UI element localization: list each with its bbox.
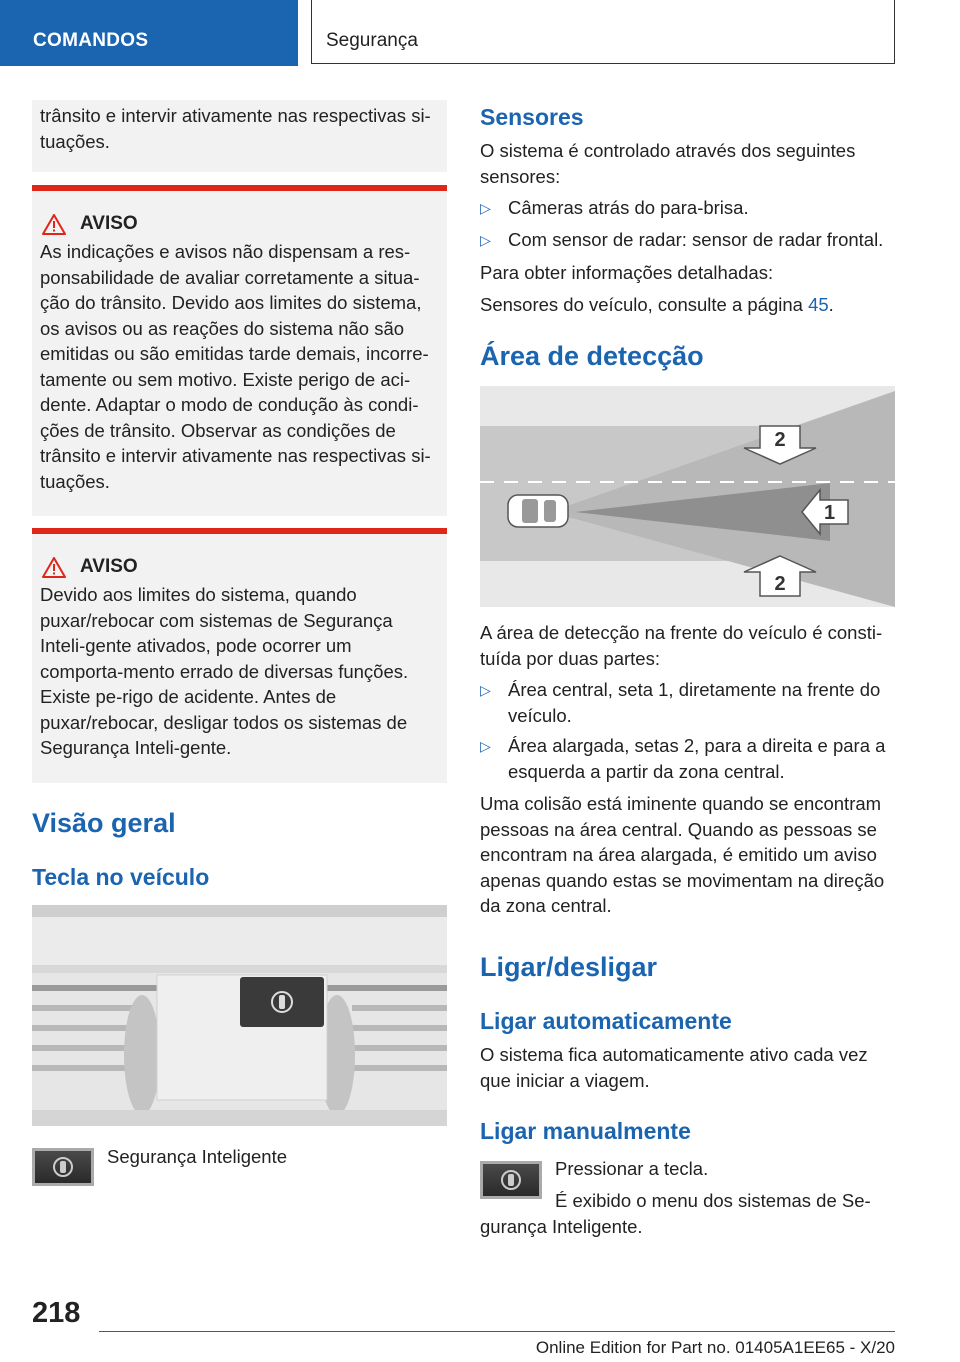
warning-triangle-icon — [42, 214, 66, 235]
section-tab — [0, 0, 298, 66]
warning-triangle-icon — [42, 557, 66, 578]
edition-text: Online Edition for Part no. 01405A1EE65 - X/20 — [535, 1338, 895, 1357]
sensors-intro: O sistema é controlado através dos seguintes sensores: — [480, 140, 856, 187]
list-item: ▷ Área alargada, setas 2, para a direita e para a esquerda a partir da zona central. — [480, 733, 895, 784]
warning-text-2: Devido aos limites do sistema, quando puxar/rebocar com sistemas de Segurança Inteli-gente ativados, pode ocorrer um comporta-mento errado de diversas funções. Existe pe-rigo de acidente. Antes de puxar/rebocar, desligar todos os sistemas de Segurança Inteli-gente. — [40, 584, 409, 758]
triangle-bullet-icon: ▷ — [480, 200, 491, 216]
sensors-heading: Sensores — [480, 104, 584, 130]
topic-title: Segurança — [326, 30, 418, 51]
topic-header — [311, 0, 895, 64]
area-heading: Área de detecção — [480, 341, 704, 371]
overview-heading: Visão geral — [32, 808, 176, 838]
warning-title-1: AVISO — [80, 213, 138, 234]
auto-heading: Ligar automaticamente — [480, 1008, 732, 1034]
area-intro: A área de detecção na frente do veículo é consti-tuída por duas partes: — [480, 622, 883, 669]
triangle-bullet-icon: ▷ — [480, 682, 491, 698]
svg-text:2: 2 — [774, 573, 786, 595]
dashboard-button-image — [32, 905, 447, 1126]
warning-title-2: AVISO — [80, 556, 138, 577]
section-title: COMANDOS — [33, 30, 149, 51]
list-item: ▷ Com sensor de radar: sensor de radar frontal. — [480, 227, 895, 254]
triangle-bullet-icon: ▷ — [480, 738, 491, 754]
intro-box — [32, 100, 447, 172]
list-item: ▷ Câmeras atrás do para-brisa. — [480, 195, 895, 222]
manual-heading: Ligar manualmente — [480, 1118, 691, 1144]
button-caption: Segurança Inteligente — [107, 1146, 287, 1167]
onoff-heading: Ligar/desligar — [480, 952, 658, 982]
car-icon — [508, 495, 568, 527]
manual-result: É exibido o menu dos sistemas de Se-gurança Inteligente. — [480, 1190, 871, 1237]
warning-text-1: As indicações e avisos não dispensam a res-ponsabilidade de avaliar corretamente a situa-ção do trânsito. Devido aos limites do sistema, os avisos ou as reações do sistema não são emitidas ou são emitidas tarde demais, incorre-tamente ou sem motivo. Existe perigo de aci-dente. Adaptar o modo de condução às condi-ções de trânsito. Observar as condições de trânsito e intervir ativamente nas respectivas si-tuações. — [40, 241, 431, 492]
list-item: ▷ Área central, seta 1, diretamente na frente do veículo. — [480, 677, 895, 728]
area-list — [480, 677, 895, 784]
svg-text:2: 2 — [774, 429, 786, 451]
page-number: 218 — [32, 1297, 81, 1329]
button-heading: Tecla no veículo — [32, 864, 210, 890]
auto-text: O sistema fica automaticamente ativo cada vez que iniciar a viagem. — [480, 1044, 868, 1091]
details-line: Para obter informações detalhadas: — [480, 262, 774, 283]
sensors-list — [480, 195, 895, 253]
detection-area-diagram — [480, 386, 895, 607]
warning-box-2 — [32, 528, 447, 783]
area-text: Uma colisão está iminente quando se encontram pessoas na área central. Quando as pessoas se encontram na área alargada, é emitido um aviso apenas quando estas se movimentam na direção da zona central. — [480, 793, 885, 916]
page-link[interactable]: 45 — [808, 294, 829, 315]
warning-header-2 — [42, 556, 447, 578]
manual-step: Pressionar a tecla. — [555, 1158, 709, 1179]
warning-box-1 — [32, 185, 447, 516]
svg-text:1: 1 — [824, 502, 836, 524]
safety-button-icon — [32, 1148, 94, 1186]
triangle-bullet-icon: ▷ — [480, 231, 491, 248]
page-reference: Sensores do veículo, consulte a página 45. — [480, 294, 834, 315]
footer-divider — [99, 1331, 895, 1332]
intro-text: trânsito e intervir ativamente nas respectivas si-tuações. — [40, 105, 431, 152]
warning-header-1 — [42, 213, 447, 235]
